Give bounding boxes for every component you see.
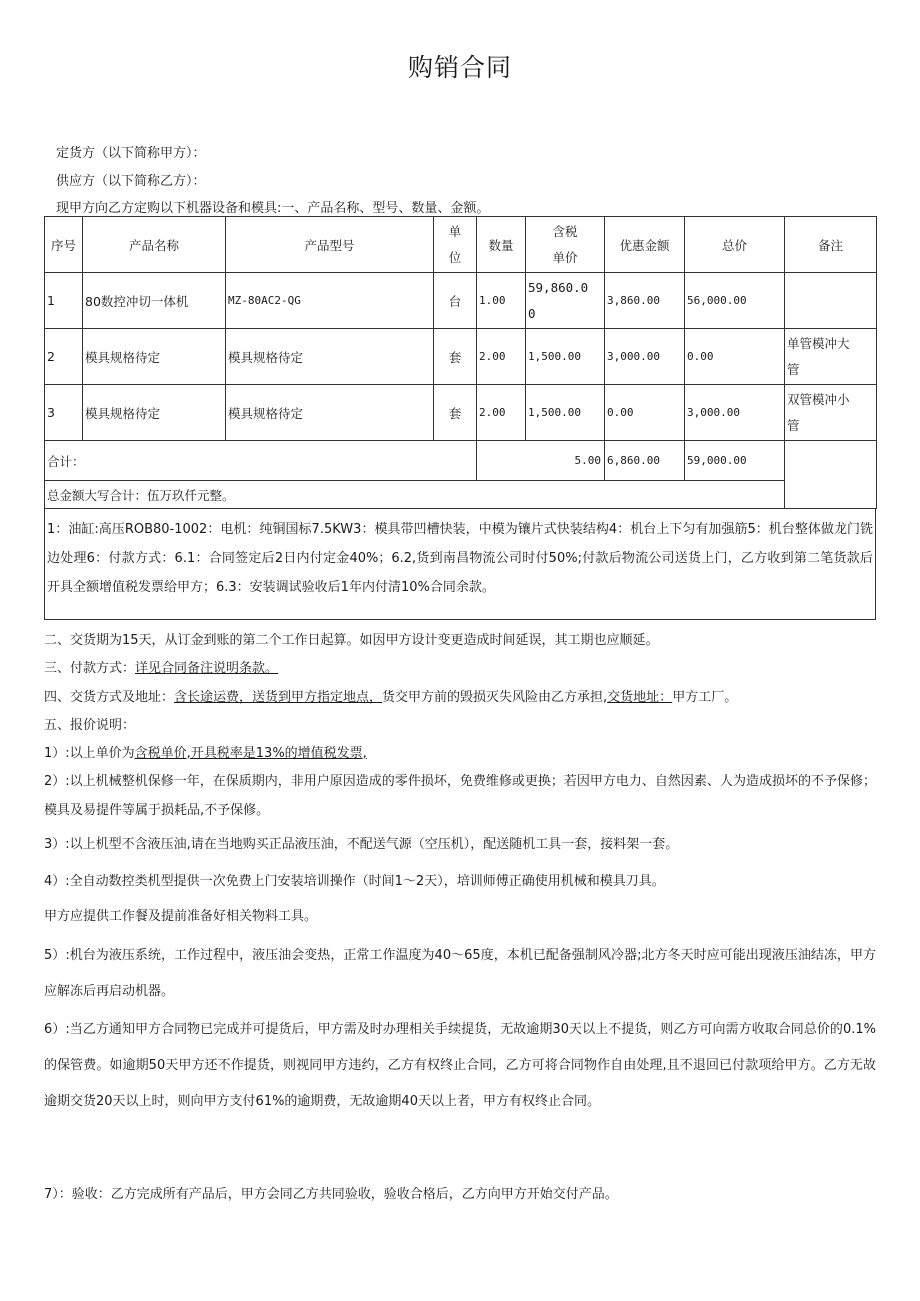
table-row xyxy=(45,329,877,385)
sum-row xyxy=(45,441,877,481)
header-discount: 优惠金额 xyxy=(605,217,685,273)
header-unit: 单 位 xyxy=(434,217,477,273)
quote-item-4b: 甲方应提供工作餐及提前准备好相关物料工具。 xyxy=(44,909,318,924)
cell-qty: 2.00 xyxy=(477,329,526,385)
cell-name: 模具规格待定 xyxy=(83,385,226,441)
cell-note xyxy=(785,273,877,329)
cell-model: 模具规格待定 xyxy=(226,329,434,385)
intro-line: 现甲方向乙方定购以下机器设备和模具:一、产品名称、型号、数量、金额。 xyxy=(56,201,490,216)
header-model: 产品型号 xyxy=(226,217,434,273)
header-no: 序号 xyxy=(45,217,83,273)
clause-delivery-period: 二、交货期为15天，从订金到账的第二个工作日起算。如因甲方设计变更造成时间延误，其工期也应顺延。 xyxy=(44,633,659,648)
quote-item-5: 5）:机台为液压系统，工作过程中，液压油会变热，正常工作温度为40～65度，本机已配备强制风冷器;北方冬天时应可能出现液压油结冻，甲方应解冻后再启动机器。 xyxy=(44,948,876,999)
seller-line: 供应方（以下简称乙方）： xyxy=(56,174,206,189)
amount-words: 总金额大写合计：伍万玖仟元整。 xyxy=(45,481,785,509)
quote-item-1: 1）:以上单价为含税单价,开具税率是13%的增值税发票, xyxy=(44,746,367,761)
quote-item-6: 6）:当乙方通知甲方合同物已完成并可提货后，甲方需及时办理相关手续提货，无故逾期30天以上不提货，则乙方可向需方收取合同总价的0.1%的保管费。如逾期50天甲方还不作提货，则视同甲方违约，乙方有权终止合同，乙方可将合同物作自由处理,且不退回已付款项给甲方。乙方无故逾期交货20天以上时，则向甲方支付61%的逾期费，无故逾期40天以上者，甲方有权终止合同。 xyxy=(44,1022,876,1109)
cell-model: MZ-80AC2-QG xyxy=(226,273,434,329)
remarks-box: 1：油缸:高压ROB80-1002：电机：纯铜国标7.5KW3：模具带凹槽快装，中模为镶片式快装结构4：机台上下匀有加强筋5：机台整体做龙门铣边处理6：付款方式：6.1：合同签定后2日内付定金40%；6.2,货到南昌物流公司时付50%;付款后物流公司送货上门，乙方收到第二笔货款后开具全额增值税发票给甲方；6.3：安装调试验收后1年内付清10%合同余款。 xyxy=(44,508,876,620)
cell-price: 59,860.0 0 xyxy=(526,273,605,329)
clause-quote-heading: 五、报价说明： xyxy=(44,718,136,733)
cell-name: 80数控冲切一体机 xyxy=(83,273,226,329)
header-name: 产品名称 xyxy=(83,217,226,273)
table-row xyxy=(45,273,877,329)
quote-item-7: 7）：验收：乙方完成所有产品后，甲方会同乙方共同验收，验收合格后，乙方向甲方开始交付产品。 xyxy=(44,1187,618,1202)
sum-total: 59,000.00 xyxy=(685,441,785,481)
clause-payment: 三、付款方式：详见合同备注说明条款。 xyxy=(44,661,279,676)
sum-label: 合计： xyxy=(45,441,477,481)
cell-qty: 1.00 xyxy=(477,273,526,329)
product-table xyxy=(44,216,877,509)
cell-discount: 3,860.00 xyxy=(605,273,685,329)
cell-unit: 套 xyxy=(434,385,477,441)
cell-price: 1,500.00 xyxy=(526,385,605,441)
header-total: 总价 xyxy=(685,217,785,273)
quote-item-4: 4）:全自动数控类机型提供一次免费上门安装培训操作（时间1～2天），培训师傅正确使用机械和模具刀具。 xyxy=(44,874,665,889)
sum-discount: 6,860.00 xyxy=(605,441,685,481)
cell-price: 1,500.00 xyxy=(526,329,605,385)
quote-item-2: 2）:以上机械整机保修一年，在保质期内，非用户原因造成的零件损坏，免费维修或更换；若因甲方电力、自然因素、人为造成损坏的不予保修；模具及易提件等属于损耗品,不予保修。 xyxy=(44,774,876,818)
cell-name: 模具规格待定 xyxy=(83,329,226,385)
cell-discount: 3,000.00 xyxy=(605,329,685,385)
quote-item-3: 3）:以上机型不含液压油,请在当地购买正品液压油，不配送气源（空压机），配送随机工具一套，接料架一套。 xyxy=(44,837,679,852)
cell-note: 单管模冲大 管 xyxy=(785,329,877,385)
cell-discount: 0.00 xyxy=(605,385,685,441)
cell-unit: 台 xyxy=(434,273,477,329)
header-qty: 数量 xyxy=(477,217,526,273)
cell-unit: 套 xyxy=(434,329,477,385)
cell-no: 3 xyxy=(45,385,83,441)
table-header-row xyxy=(45,217,877,273)
clause-delivery-method: 四、交货方式及地址：含长途运费，送货到甲方指定地点，货交甲方前的毁损灭失风险由乙方承担,交货地址：甲方工厂。 xyxy=(44,690,738,705)
document-title: 购销合同 xyxy=(407,53,512,82)
cell-qty: 2.00 xyxy=(477,385,526,441)
cell-total: 0.00 xyxy=(685,329,785,385)
cell-total: 56,000.00 xyxy=(685,273,785,329)
sum-qty: 5.00 xyxy=(477,441,605,481)
amount-words-row xyxy=(45,481,877,509)
table-row xyxy=(45,385,877,441)
cell-note: 双管模冲小 管 xyxy=(785,385,877,441)
cell-total: 3,000.00 xyxy=(685,385,785,441)
header-price: 含税 单价 xyxy=(526,217,605,273)
header-note: 备注 xyxy=(785,217,877,273)
cell-no: 2 xyxy=(45,329,83,385)
cell-no: 1 xyxy=(45,273,83,329)
sum-note-blank xyxy=(785,441,877,509)
buyer-line: 定货方（以下简称甲方）： xyxy=(56,146,206,161)
cell-model: 模具规格待定 xyxy=(226,385,434,441)
